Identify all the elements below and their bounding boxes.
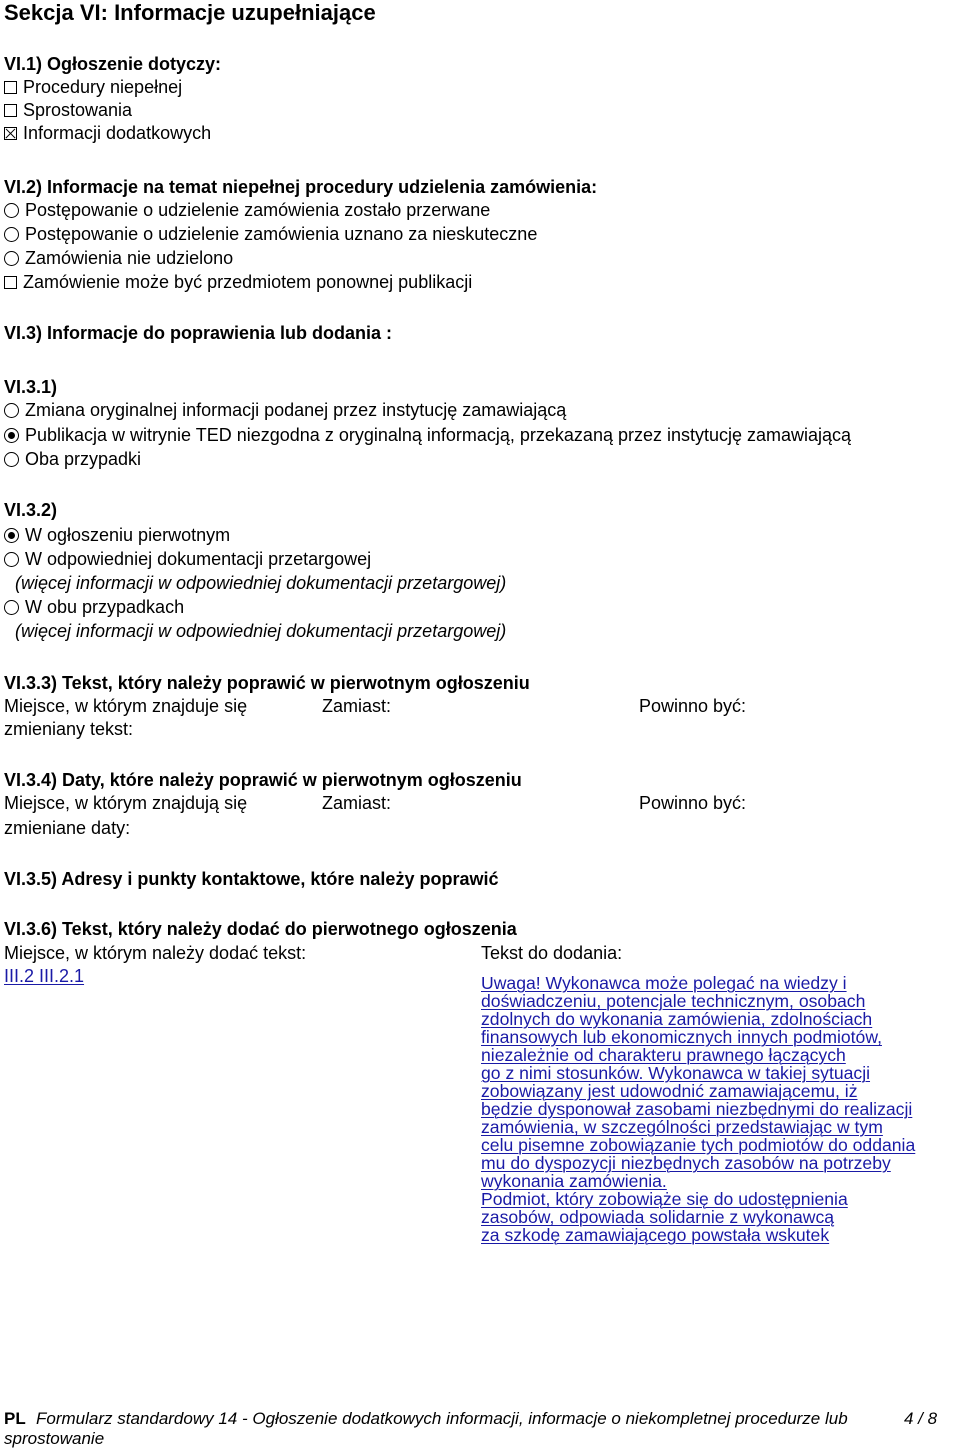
vi1-option-procedury[interactable] bbox=[4, 77, 182, 98]
vi2-heading: VI.2) Informacje na temat niepełnej procedury udzielenia zamówienia: bbox=[4, 177, 598, 197]
text-line: mu do dyspozycji niezbędnych zasobów na potrzeby bbox=[481, 1153, 891, 1173]
text-line: wykonania zamówienia. bbox=[481, 1171, 667, 1191]
vi1-heading: VI.1) Ogłoszenie dotyczy: bbox=[4, 54, 222, 74]
text-line: Uwaga! Wykonawca może polegać na wiedzy i bbox=[481, 973, 847, 993]
vi1-option-sprostowania[interactable] bbox=[4, 100, 132, 121]
footer-form-title: Formularz standardowy 14 - Ogłoszenie dodatkowych informacji, informacje o niekompletnej procedurze lub bbox=[36, 1409, 848, 1428]
vi34-col-miejsce: Miejsce, w którym znajdują się bbox=[4, 793, 248, 813]
radio-selected-icon[interactable] bbox=[4, 528, 19, 543]
radio-unselected-icon[interactable] bbox=[4, 600, 19, 615]
text-line: zobowiązany jest udowodnić zamawiającemu, iż bbox=[481, 1081, 858, 1101]
option-label: Zamówienie może być przedmiotem ponownej publikacji bbox=[23, 272, 473, 292]
option-label: Zamówienia nie udzielono bbox=[25, 248, 234, 268]
text-line: go z nimi stosunków. Wykonawca w takiej sytuacji bbox=[481, 1063, 871, 1083]
radio-selected-icon[interactable] bbox=[4, 428, 19, 443]
text-line: finansowych lub ekonomicznych innych podmiotów, bbox=[481, 1027, 882, 1047]
footer-lang: PL bbox=[4, 1409, 26, 1428]
text-line: będzie dysponował zasobami niezbędnymi do realizacji bbox=[481, 1099, 913, 1119]
option-label: Postępowanie o udzielenie zamówienia zostało przerwane bbox=[25, 200, 491, 220]
text-line: zdolnych do wykonania zamówienia, zdolnościach bbox=[481, 1009, 873, 1029]
vi36-col-miejsce: Miejsce, w którym należy dodać tekst: bbox=[4, 943, 307, 963]
option-label: Publikacja w witrynie TED niezgodna z oryginalną informacją, przekazaną przez instytucję zamawiającą bbox=[25, 425, 852, 445]
radio-unselected-icon[interactable] bbox=[4, 251, 19, 266]
vi33-col-zamiast: Zamiast: bbox=[322, 696, 392, 716]
vi35-heading: VI.3.5) Adresy i punkty kontaktowe, które należy poprawić bbox=[4, 869, 499, 889]
vi36-place-value: III.2 III.2.1 bbox=[4, 966, 85, 986]
footer-form-title-cont: sprostowanie bbox=[4, 1429, 105, 1448]
vi31-heading: VI.3.1) bbox=[4, 377, 58, 397]
vi34-col-miejsce-cont: zmieniane daty: bbox=[4, 818, 131, 838]
option-label: W obu przypadkach bbox=[25, 597, 185, 617]
vi32-option-pierwotne[interactable] bbox=[4, 525, 230, 546]
option-label: Postępowanie o udzielenie zamówienia uznano za nieskuteczne bbox=[25, 224, 538, 244]
vi32-option-oba[interactable] bbox=[4, 597, 184, 618]
text-line: za szkodę zamawiającego powstała wskutek bbox=[481, 1225, 830, 1245]
text-line: zasobów, odpowiada solidarnie z wykonawcą bbox=[481, 1207, 835, 1227]
vi36-heading: VI.3.6) Tekst, który należy dodać do pierwotnego ogłoszenia bbox=[4, 919, 517, 939]
vi31-option-publikacja-ted[interactable] bbox=[4, 425, 851, 446]
option-label: Sprostowania bbox=[23, 100, 133, 120]
radio-unselected-icon[interactable] bbox=[4, 203, 19, 218]
radio-unselected-icon[interactable] bbox=[4, 227, 19, 242]
vi2-option-nieskuteczne[interactable] bbox=[4, 224, 537, 245]
footer-page-number: 4 / 8 bbox=[904, 1409, 938, 1428]
section-title: Sekcja VI: Informacje uzupełniające bbox=[4, 0, 376, 25]
radio-unselected-icon[interactable] bbox=[4, 552, 19, 567]
vi34-col-powinno: Powinno być: bbox=[639, 793, 747, 813]
vi31-option-oba[interactable] bbox=[4, 449, 141, 470]
checkbox-unchecked-icon[interactable] bbox=[4, 104, 17, 117]
radio-unselected-icon[interactable] bbox=[4, 452, 19, 467]
vi1-option-informacji[interactable] bbox=[4, 123, 211, 144]
text-line: celu pisemne zobowiązanie tych podmiotów do oddania bbox=[481, 1135, 916, 1155]
option-label: W odpowiedniej dokumentacji przetargowej bbox=[25, 549, 372, 569]
vi32-option-dokumentacja[interactable] bbox=[4, 549, 371, 570]
vi36-col-tekst: Tekst do dodania: bbox=[481, 943, 623, 963]
text-line: niezależnie od charakteru prawnego łączących bbox=[481, 1045, 846, 1065]
checkbox-unchecked-icon[interactable] bbox=[4, 276, 17, 289]
vi31-option-zmiana[interactable] bbox=[4, 400, 566, 421]
option-label: W ogłoszeniu pierwotnym bbox=[25, 525, 231, 545]
vi32-note: (więcej informacji w odpowiedniej dokumentacji przetargowej) bbox=[15, 621, 507, 641]
text-line: Podmiot, który zobowiąże się do udostępnienia bbox=[481, 1189, 848, 1209]
vi2-option-ponowna-publikacja[interactable] bbox=[4, 272, 472, 293]
text-line: zamówienia, w szczególności przedstawiając w tym bbox=[481, 1117, 883, 1137]
vi32-note: (więcej informacji w odpowiedniej dokumentacji przetargowej) bbox=[15, 573, 507, 593]
vi2-option-przerwane[interactable] bbox=[4, 200, 490, 221]
vi34-col-zamiast: Zamiast: bbox=[322, 793, 392, 813]
vi32-heading: VI.3.2) bbox=[4, 500, 58, 520]
text-line: doświadczeniu, potencjale technicznym, osobach bbox=[481, 991, 866, 1011]
option-label: Procedury niepełnej bbox=[23, 77, 183, 97]
radio-unselected-icon[interactable] bbox=[4, 403, 19, 418]
option-label: Informacji dodatkowych bbox=[23, 123, 212, 143]
vi33-heading: VI.3.3) Tekst, który należy poprawić w pierwotnym ogłoszeniu bbox=[4, 673, 530, 693]
vi33-col-powinno: Powinno być: bbox=[639, 696, 747, 716]
vi3-heading: VI.3) Informacje do poprawienia lub dodania : bbox=[4, 323, 393, 343]
option-label: Zmiana oryginalnej informacji podanej przez instytucję zamawiającą bbox=[25, 400, 567, 420]
vi36-text-value bbox=[481, 974, 957, 1244]
vi2-option-nie-udzielono[interactable] bbox=[4, 248, 233, 269]
vi33-col-miejsce: Miejsce, w którym znajduje się bbox=[4, 696, 248, 716]
vi34-heading: VI.3.4) Daty, które należy poprawić w pierwotnym ogłoszeniu bbox=[4, 770, 522, 790]
vi33-col-miejsce-cont: zmieniany tekst: bbox=[4, 719, 134, 739]
checkbox-checked-icon[interactable] bbox=[4, 127, 17, 140]
checkbox-unchecked-icon[interactable] bbox=[4, 81, 17, 94]
option-label: Oba przypadki bbox=[25, 449, 142, 469]
